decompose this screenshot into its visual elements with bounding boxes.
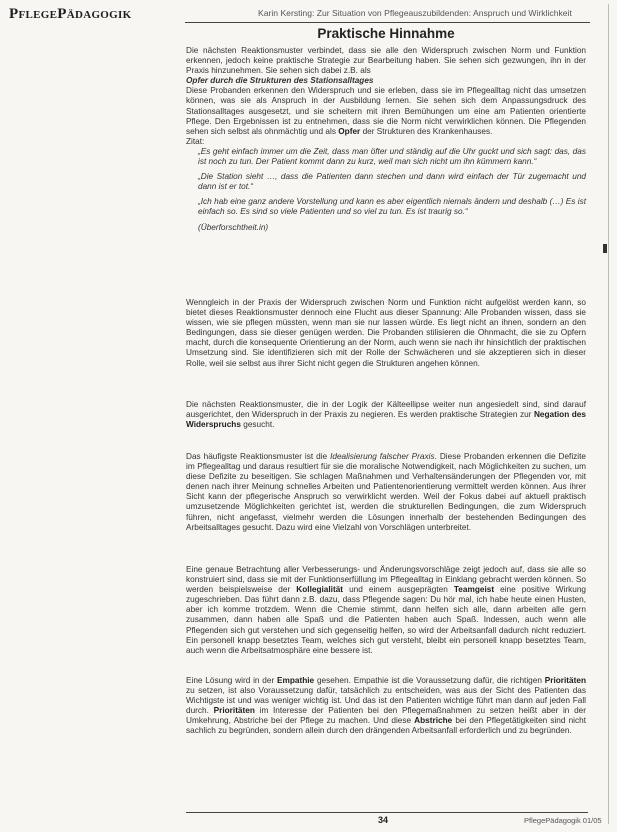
page-number: 34 — [378, 815, 389, 825]
opfer-paragraph — [186, 86, 586, 136]
quote-source: (Überforschtheit.in) — [198, 222, 269, 232]
idealisierung-paragraph — [186, 452, 586, 533]
intro-paragraph: Die nächsten Reaktionsmuster verbindet, dass sie alle den Widerspruch zwischen Norm und Funktion erkennen, jedoch keine praktische Strategie zur Bearbeitung haben. Sie sehen sich gezwungen, ihn in der Praxis hinzunehmen. Sie sehen sich dabei z.B. als — [186, 46, 586, 76]
kollegialitaet-paragraph — [186, 565, 586, 656]
opfer-text-a: Diese Probanden erkennen den Widerspruch und sie erleben, dass sie im Pflegealltag nicht das umsetzen können, was sie als Anspruch in der Ausbildung lernen. Sie sehen sich dem Anpassungsdruck des Stationsalltages ausgesetzt, und sie scheitern mit ihren Bemühungen um eine am Patienten orientierte Pflege. Den Ergebnissen ist zu entnehmen, dass sie die Norm nicht verwirklichen können. Die Pflegenden sehen sich selbst als ohnmächtig und als — [186, 86, 586, 136]
koll-text-c: eine positive Wirkung zugeschrieben. Das führt dann z.B. dazu, dass Pflegende sagen: Du hör mal, ich habe heute einen Husten, aber ich komme trotzdem. Wenn die Chemie stimmt, dann helfen sich alle, dann arbeiten alle gern zusammen, dann haben alle Spaß und die Patienten haben auch Spaß. Indessen, auch wenn alle Pflegenden sich gut verstehen und sich gegenseitig helfen, so wird der Arbeitsanfall dadurch nicht reduziert. Ein personell knapp besetztes Team, welches sich gut versteht, bleibt ein personell knapp besetztes Team, auch wenn die Arbeitsatmosphäre eine bessere ist. — [186, 585, 586, 655]
journal-logo: PflegePädagogik — [9, 6, 132, 22]
negation-text-a: Die nächsten Reaktionsmuster, die in der Logik der Kälteellipse weiter nun angesiedelt sind, sind darauf ausgerichtet, den Widerspruch in der Praxis zu negieren. Es werden praktische Strategien zur — [186, 400, 586, 420]
quote-2: „Die Station sieht …, dass die Patienten dann stechen und dann wird einfach der Tür zugemacht und dann ist er tot.“ — [198, 172, 586, 192]
ideal-text-b: . Diese Probanden erkennen die Defizite im Pflegealltag und daraus resultiert für sie die moralische Notwendigkeit, nach Möglichkeiten zu suchen, um diese Defizite zu beseitigen. Sie schlagen Maßnahmen und Verhaltensänderungen der Pflegenden vor, mit denen nach ihrer Meinung schnelles Arbeiten und Patientenorientierung vermittelt werden können. Aus ihrer Sicht kann der pflegerische Anspruch so verwirklicht werden. Weil der Fokus dabei auf aktuell praktisch umzusetzende Möglichkeiten gerichtet ist, werden die strukturellen Bedingungen, die zum Widerspruch führen, nicht angefasst, vielmehr werden die Lösungen innerhalb der bestehenden Bedingungen des Arbeitsalltages gesucht. Dazu wird eine Vielzahl von Vorschlägen unterbreitet. — [186, 452, 586, 532]
emp-text-c: zu setzen, ist also Voraussetzung dafür, tatsächlich zu entscheiden, was aus der Sicht des Patienten das Wichtigste ist und was weniger wichtig ist. Und das ist den Patienten wichtige führt man dann auf jeden Fall durch. — [186, 686, 586, 716]
subheading-opfer: Opfer durch die Strukturen des Stationsalltages — [186, 76, 374, 86]
ideal-italic: Idealisierung falscher Praxis — [330, 452, 435, 461]
zitat-label: Zitat: — [186, 136, 205, 146]
emp-bold-3: Prioritäten — [213, 706, 255, 716]
empathie-paragraph — [186, 676, 586, 737]
negation-bold: Negation des Widerspruchs — [186, 410, 586, 430]
text-block-idealisierung — [186, 452, 586, 533]
ideal-text-a: Das häufigste Reaktionsmuster ist die — [186, 452, 328, 461]
quote-3: „Ich hab eine ganz andere Vorstellung und kann es aber eigentlich niemals ändern und deshalb (…) Es ist einfach so. Es sind so viele Patienten und so viel zu tun. Es ist traurig so.“ — [198, 197, 586, 217]
emp-bold-4: Abstriche — [414, 716, 453, 726]
footer-issue: PflegePädagogik 01/05 — [524, 816, 602, 825]
emp-bold-2: Prioritäten — [544, 676, 587, 685]
flucht-paragraph: Wenngleich in der Praxis der Widerspruch zwischen Norm und Funktion nicht aufgelöst werden kann, so bietet dieses Reaktionsmuster dennoch eine Flucht aus dieser Spannung: Alle Probanden wissen, dass sie wissen, wie sie pflegen müssten, wenn man sie nur lassen würde. Es liegt nicht an ihnen, sondern an den Bedingungen, dass sie dieser genügen werden. Die Probanden stilisieren die Ohnmacht, die sie zu Opfern macht, durch die konsequente Orientierung an der Norm, auch wenn sie nach ihr hinsichtlich der praktischen Umsetzung sind. Sie identifizieren sich mit der Rolle der Schwächeren und sie akzeptieren sich in dieser Rolle, weil sie selbst aus ihrer Sicht nicht gegen die Strukturen angehen können. — [186, 298, 586, 368]
margin-mark — [603, 244, 607, 253]
quote-1: „Es geht einfach immer um die Zeit, dass man öfter und ständig auf die Uhr guckt und sich sagt: das, das ist noch zu tun. Der Patient kommt dann zu kurz, weil man sich nicht um ihn kümmern kann.“ — [198, 146, 586, 167]
text-block-flucht — [186, 298, 586, 369]
emp-text-d: im Interesse der Patienten bei den Pflegemaßnahmen zu setzen heißt aber in der Umkehrung, Abstriche bei der Pflege zu machen. Und diese — [186, 706, 587, 726]
text-block-opfer — [186, 46, 586, 233]
emp-text-b: gesehen. Empathie ist die Voraussetzung dafür, die richtigen — [316, 676, 542, 685]
running-head: Karin Kersting: Zur Situation von Pflegeauszubildenden: Anspruch und Wirklichkeit — [258, 8, 572, 18]
koll-text-b: und einem ausgeprägten — [349, 585, 448, 595]
emp-bold-1: Empathie — [277, 676, 315, 685]
footer-rule — [186, 812, 588, 813]
negation-text-b: gesucht. — [243, 420, 275, 430]
emp-text-a: Eine Lösung wird in der — [186, 676, 275, 685]
header-rule — [185, 22, 590, 23]
text-block-empathie — [186, 676, 586, 737]
opfer-text-b: der Strukturen des Krankenhauses. — [362, 126, 493, 136]
text-block-negation — [186, 400, 586, 430]
koll-bold-1: Kollegialität — [296, 585, 344, 595]
opfer-bold: Opfer — [338, 126, 361, 136]
page-edge-rule — [608, 4, 609, 824]
section-title: Praktische Hinnahme — [317, 26, 455, 41]
text-block-kollegialitaet — [186, 565, 586, 656]
koll-bold-2: Teamgeist — [453, 585, 495, 595]
koll-text-a: Eine genaue Betrachtung aller Verbesserungs- und Änderungsvorschläge zeigt jedoch auf, dass sie alle so konstruiert sind, dass sie mit der Funktionserfüllung im Pflegealltag in Einklang gebracht werden können. So werden beispielsweise der — [186, 565, 586, 595]
negation-paragraph — [186, 400, 586, 430]
emp-text-e: bei den Pflegetätigkeiten sind nicht sachlich zu begründen, sondern allein durch den drängenden Arbeitsanfall erforderlich und zu begründen. — [186, 716, 586, 736]
